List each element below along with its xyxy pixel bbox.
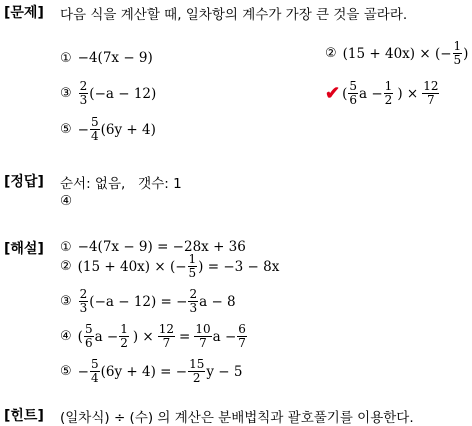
explanation-line-5: ⑤ − $\frac{5}{4}$ (6y + 4) = − $\frac{15}{2}$ y − 5 (60, 357, 243, 385)
choice-3-fraction: $\frac{2}{3}$ (79, 79, 88, 107)
choice-4[interactable] (325, 80, 440, 107)
choice-3[interactable] (60, 80, 156, 107)
check-mark-icon: ✔ (325, 83, 341, 104)
explanation-label: [해설] (4, 241, 44, 257)
choice-5[interactable] (60, 116, 156, 143)
choice-3-post: (−a − 12) (89, 85, 157, 102)
choice-4-pre: ( (342, 85, 348, 102)
choice-4-mid2: ) × (397, 85, 419, 102)
answer-text: 순서: 없음, 갯수: 1 (60, 176, 182, 192)
answer-value: ④ (60, 193, 73, 209)
choice-2-mark: ② (325, 46, 337, 61)
choice-2-fraction: $\frac{1}{5}$ (453, 39, 462, 67)
problem-label: [문제] (4, 5, 44, 21)
choice-4-fraction-1: $\frac{5}{6}$ (349, 79, 358, 107)
choice-2-pre: (15 + 40x) × (− (342, 45, 452, 62)
choice-2[interactable] (325, 40, 468, 67)
choice-4-fraction-3: $\frac{12}{7}$ (423, 79, 439, 107)
choice-2-post: ) (463, 45, 469, 62)
choice-4-mid: a − (359, 85, 383, 102)
choice-5-pre: − (77, 121, 89, 138)
hint-label: [힌트] (4, 408, 44, 424)
explanation-line-1: ① −4(7x − 9) = −28x + 36 (60, 239, 246, 255)
choice-1[interactable] (60, 50, 153, 66)
explanation-line-3: ③ $\frac{2}{3}$ (−a − 12) = − $\frac{2}{3}$ a − 8 (60, 287, 236, 315)
choice-5-post: (6y + 4) (100, 121, 156, 138)
explanation-line-2: ② (15 + 40x) × (− $\frac{1}{5}$ ) = −3 − 8x (60, 252, 280, 280)
choice-5-mark: ⑤ (60, 122, 72, 137)
choice-3-mark: ③ (60, 86, 72, 101)
problem-question: 다음 식을 계산할 때, 일차항의 계수가 가장 큰 것을 골라라. (60, 7, 408, 23)
answer-label: [정답] (4, 174, 44, 190)
choice-1-expr: −4(7x − 9) (77, 50, 153, 66)
choice-5-fraction: $\frac{5}{4}$ (90, 115, 99, 143)
explanation-line-4: ④ ( $\frac{5}{6}$ a − $\frac{1}{2}$ ) × $\frac{12}{7}$ = $\frac{10}{7}$ a − $\frac{6}{7}$ (60, 322, 246, 350)
choice-4-fraction-2: $\frac{1}{2}$ (384, 79, 393, 107)
hint-text: (일차식) ÷ (수) 의 계산은 분배법칙과 괄호풀기를 이용한다. (60, 410, 414, 426)
choice-1-mark: ① (60, 50, 72, 66)
